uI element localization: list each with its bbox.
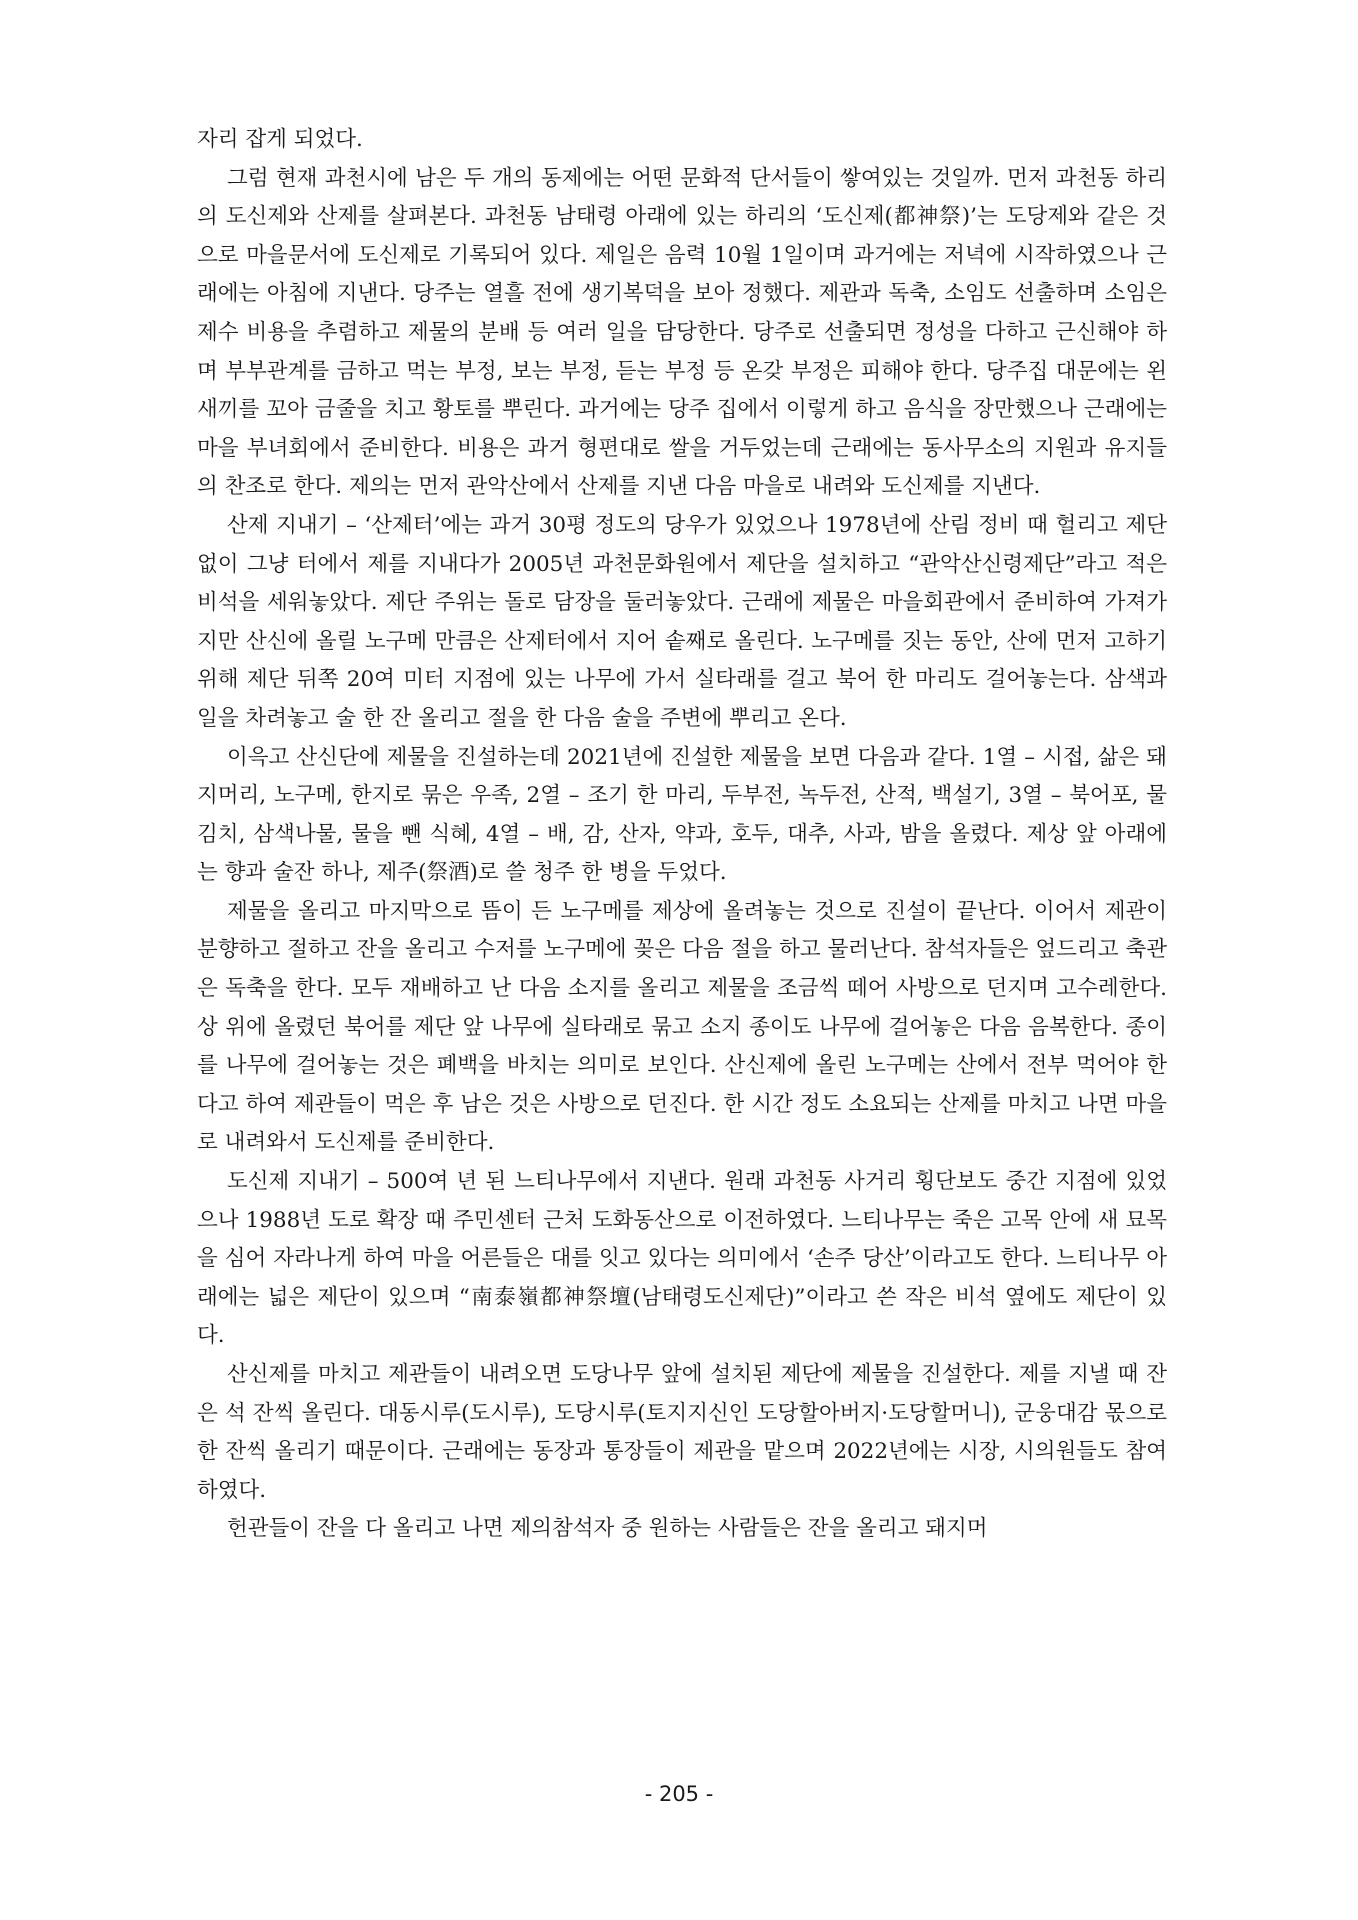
paragraph-2: 그럼 현재 과천시에 남은 두 개의 동제에는 어떤 문화적 단서들이 쌓여있는 것일까. 먼저 과천동 하리의 도신제와 산제를 살펴본다. 과천동 남태령 아래에 있는 하리의 ‘도신제(都神祭)’는 도당제와 같은 것으로 마을문서에 도신제로 기록되어 있다. 제일은 음력 10월 1일이며 과거에는 저녁에 시작하였으나 근래에는 아침에 지낸다. 당주는 열흘 전에 생기복덕을 보아 정했다. 제관과 독축, 소임도 선출하며 소임은 제수 비용을 추렴하고 제물의 분배 등 여러 일을 담당한다. 당주로 선출되면 정성을 다하고 근신해야 하며 부부관계를 금하고 먹는 부정, 보는 부정, 듣는 부정 등 온갖 부정은 피해야 한다. 당주집 대문에는 왼새끼를 꼬아 금줄을 치고 황토를 뿌린다. 과거에는 당주 집에서 이렇게 하고 음식을 장만했으나 근래에는 마을 부녀회에서 준비한다. 비용은 과거 형편대로 쌀을 거두었는데 근래에는 동사무소의 지원과 유지들의 찬조로 한다. 제의는 먼저 관악산에서 산제를 지낸 다음 마을로 내려와 도신제를 지낸다. bbox=[197, 165, 1167, 500]
paragraph-6: 도신제 지내기 – 500여 년 된 느티나무에서 지낸다. 원래 과천동 사거리 횡단보도 중간 지점에 있었으나 1988년 도로 확장 때 주민센터 근처 도화동산으로 이전하였다. 느티나무는 죽은 고목 안에 새 묘목을 심어 자라나게 하여 마을 어른들은 대를 잇고 있다는 의미에서 ‘손주 당산’이라고도 한다. 느티나무 아래에는 넓은 제단이 있으며 “南泰嶺都神祭壇(남태령도신제단)”이라고 쓴 작은 비석 옆에도 제단이 있다. bbox=[197, 1169, 1167, 1349]
paragraph-4: 이윽고 산신단에 제물을 진설하는데 2021년에 진설한 제물을 보면 다음과 같다. 1열 – 시접, 삶은 돼지머리, 노구메, 한지로 묶은 우족, 2열 – 조기 한 마리, 두부전, 녹두전, 산적, 백설기, 3열 – 북어포, 물김치, 삼색나물, 물을 뺀 식혜, 4열 – 배, 감, 산자, 약과, 호두, 대추, 사과, 밤을 올렸다. 제상 앞 아래에는 향과 술잔 하나, 제주(祭酒)로 쓸 청주 한 병을 두었다. bbox=[197, 744, 1167, 886]
paragraph-7: 산신제를 마치고 제관들이 내려오면 도당나무 앞에 설치된 제단에 제물을 진설한다. 제를 지낼 때 잔은 석 잔씩 올린다. 대동시루(도시루), 도당시루(토지지신인 도당할아버지·도당할머니), 군웅대감 몫으로 한 잔씩 올리기 때문이다. 근래에는 동장과 통장들이 제관을 맡으며 2022년에는 시장, 시의원들도 참여하였다. bbox=[197, 1362, 1167, 1503]
page-number: - 205 - bbox=[644, 1782, 714, 1806]
paragraph-8: 헌관들이 잔을 다 올리고 나면 제의참석자 중 원하는 사람들은 잔을 올리고 돼지머 bbox=[227, 1516, 988, 1542]
paragraph-3: 산제 지내기 – ‘산제터’에는 과거 30평 정도의 당우가 있었으나 1978년에 산림 정비 때 헐리고 제단 없이 그냥 터에서 제를 지내다가 2005년 과천문화원에서 제단을 설치하고 “관악산신령제단”라고 적은 비석을 세워놓았다. 제단 주위는 돌로 담장을 둘러놓았다. 근래에 제물은 마을회관에서 준비하여 가져가지만 산신에 올릴 노구메 만큼은 산제터에서 지어 솥째로 올린다. 노구메를 짓는 동안, 산에 먼저 고하기 위해 제단 뒤쪽 20여 미터 지점에 있는 나무에 가서 실타래를 걸고 북어 한 마리도 걸어놓는다. 삼색과 일을 차려놓고 술 한 잔 올리고 절을 한 다음 술을 주변에 뿌리고 온다. bbox=[197, 512, 1167, 731]
paragraph-5: 제물을 올리고 마지막으로 뜸이 든 노구메를 제상에 올려놓는 것으로 진설이 끝난다. 이어서 제관이 분향하고 절하고 잔을 올리고 수저를 노구메에 꽂은 다음 절을 하고 물러난다. 참석자들은 엎드리고 축관은 독축을 한다. 모두 재배하고 난 다음 소지를 올리고 제물을 조금씩 떼어 사방으로 던지며 고수레한다. 상 위에 올렸던 북어를 제단 앞 나무에 실타래로 묶고 소지 종이도 나무에 걸어놓은 다음 음복한다. 종이를 나무에 걸어놓는 것은 폐백을 바치는 의미로 보인다. 산신제에 올린 노구메는 산에서 전부 먹어야 한다고 하여 제관들이 먹은 후 남은 것은 사방으로 던진다. 한 시간 정도 소요되는 산제를 마치고 나면 마을로 내려와서 도신제를 준비한다. bbox=[197, 898, 1167, 1156]
body-text bbox=[197, 121, 1167, 1549]
paragraph-1: 자리 잡게 되었다. bbox=[197, 127, 363, 152]
